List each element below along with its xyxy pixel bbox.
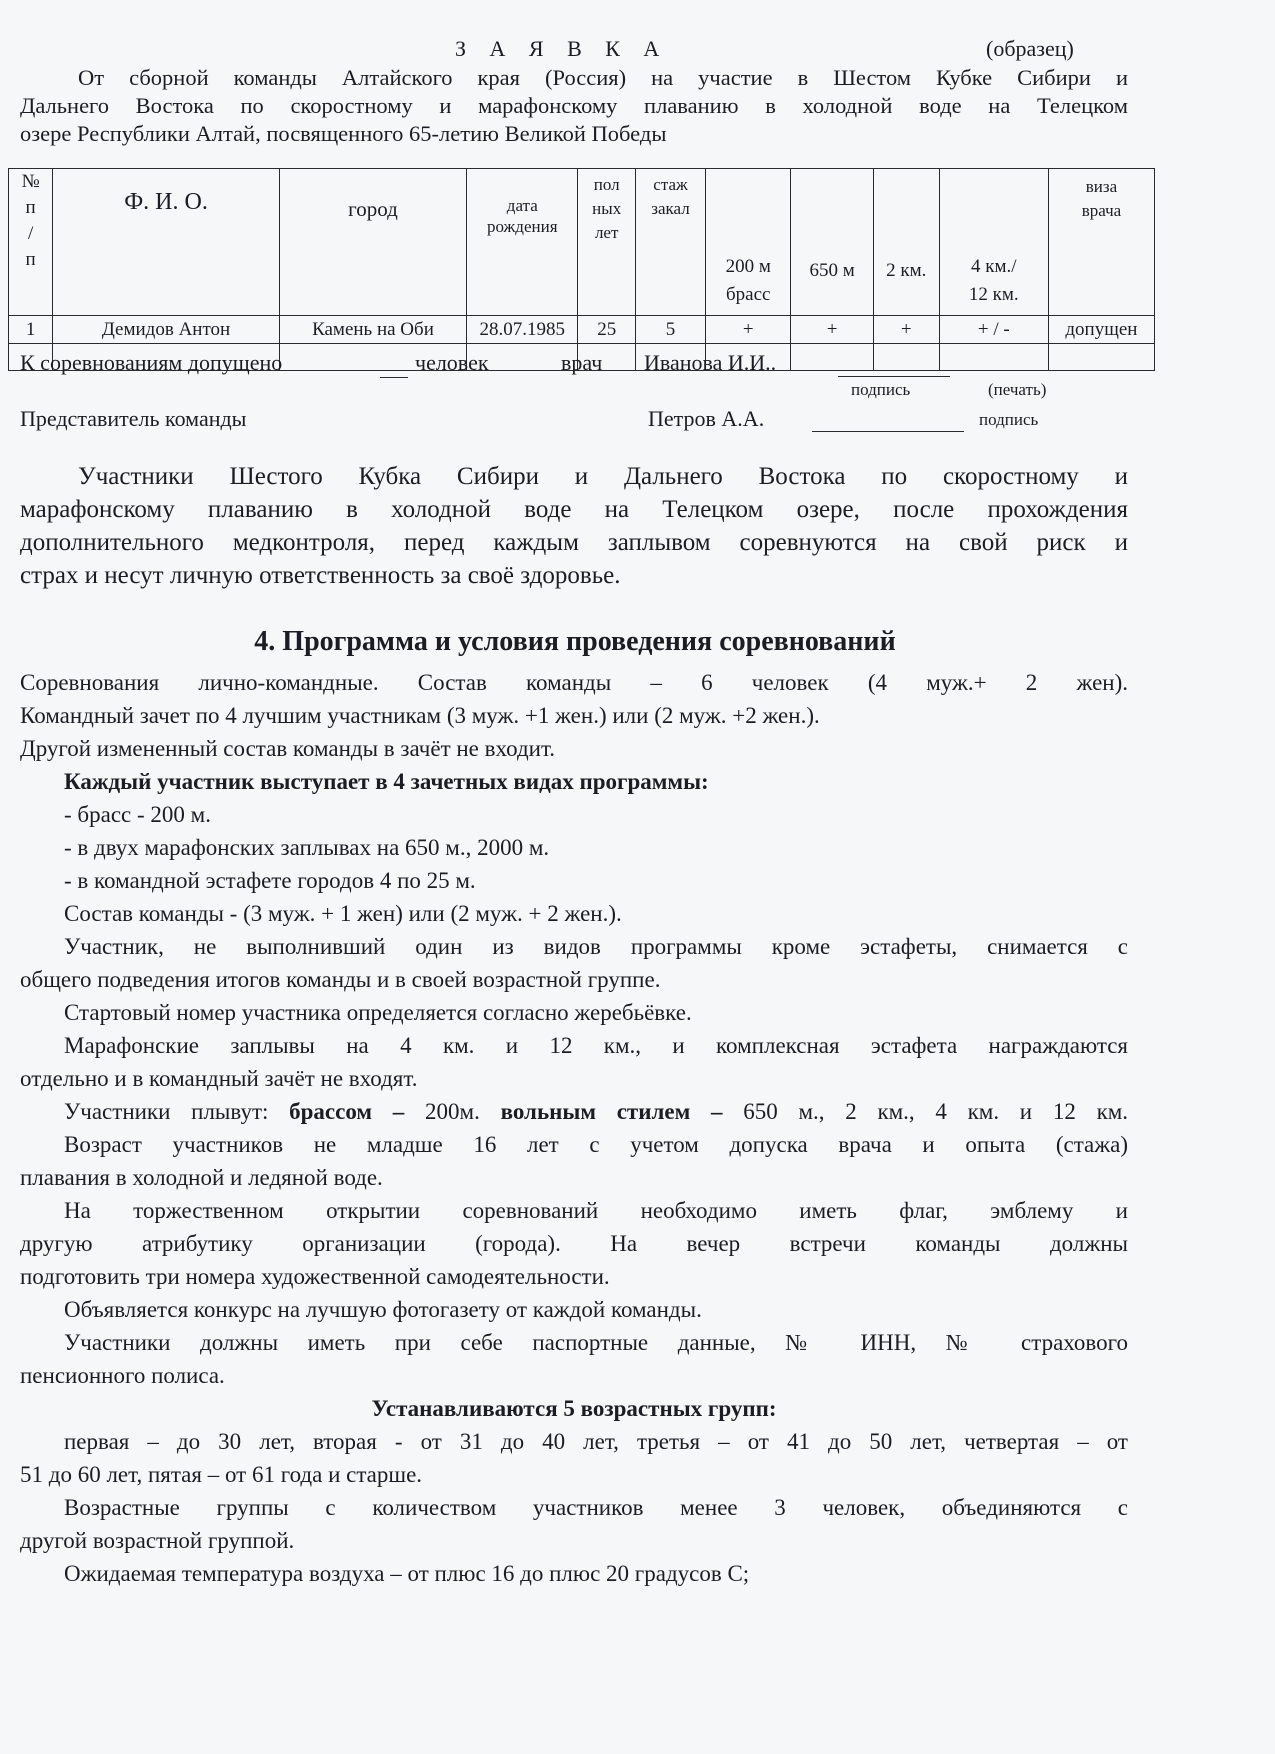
header-age: пол ных лет bbox=[578, 169, 636, 316]
header-city: город bbox=[279, 169, 466, 316]
doctor-name: Иванова И.И.. bbox=[644, 350, 777, 375]
representative-label: Представитель команды bbox=[20, 406, 247, 431]
application-intro bbox=[20, 64, 1128, 148]
groups-heading: Устанавливаются 5 возрастных групп: bbox=[371, 1396, 777, 1421]
application-table bbox=[8, 168, 1155, 371]
sample-label: (образец) bbox=[986, 36, 1074, 61]
document-title: З А Я В К А bbox=[455, 36, 669, 61]
events-heading: Каждый участник выступает в 4 зачетных видах программы: bbox=[64, 769, 709, 794]
table-header-row bbox=[9, 169, 1155, 316]
participants-note: Участники Шестого Кубка Сибири и Дальнего Востока по скоростному и марафонскому плаванию в холодной воде на Телецком озере, после прохождения дополнительного медконтроля, перед каждым заплывом соревнуются на свой риск и страх и несут личную ответственность за своё здоровье. bbox=[20, 463, 1128, 589]
strokes-line: Участники плывут: брассом – 200м. вольным стилем – 650 м., 2 км., 4 км. и 12 км. bbox=[64, 1099, 1129, 1124]
header-experience: стаж закал bbox=[636, 169, 706, 316]
cell-birth: 28.07.1985 bbox=[467, 316, 578, 344]
intro-line: озере Республики Алтай, посвященного 65-летию Великой Победы bbox=[20, 121, 667, 146]
cell-200m: + bbox=[706, 316, 791, 344]
people-label: человек bbox=[415, 350, 489, 375]
representative-name: Петров А.А. bbox=[648, 406, 765, 431]
header-num: № п / п bbox=[9, 169, 53, 316]
cell-experience: 5 bbox=[636, 316, 706, 344]
cell-650m: + bbox=[791, 316, 873, 344]
header-650m: 650 м bbox=[791, 169, 873, 316]
section-program: Соревнования лично-командные. Состав команды – 6 человек (4 муж.+ 2 жен). Командный зачет по 4 лучшим участникам (3 муж. +1 жен.) или (2 муж. +2 жен.). Другой измененный состав команды в зачёт не входит. Каждый участник выступает в 4 зачетных видах программы: - брасс - 200 м. - в двух марафонских заплывах на 650 м., 2000 м. - в командной эстафете городов 4 по 25 м. Состав команды - (3 муж. + 1 жен) или (2 муж. + 2 жен.). Участник, не выполнивший один из видов программы кроме эстафеты, снимается с общего подведения итогов команды и в своей возрастной группе. Стартовый номер участника определяется согласно жеребьёвке. Марафонские заплывы на 4 км. и 12 км., и комплексная эстафета награждаются отдельно и в командный зачёт не входят. Участники плывут: брассом – 200м. вольным стилем – 650 м., 2 км., 4 км. и 12 км. Возраст участников не младше 16 лет с учетом допуска врача и опыта (стажа) плавания в холодной и ледяной воде. На торжественном открытии соревнований необходимо иметь флаг, эмблему и другую атрибутику организации (города). На вечер встречи команды должны подготовить три номера художественной самодеятельности. Объявляется конкурс на лучшую фотогазету от каждой команды. Участники должны иметь при себе паспортные данные, № ИНН, № страхового пенсионного полиса. Устанавливаются 5 возрастных групп: первая – до 30 лет, вторая - от 31 до 40 лет, третья – от 41 до 50 лет, четвертая – от 51 до 60 лет, пятая – от 61 года и старше. Возрастные группы с количеством участников менее 3 человек, объединяются с другой возрастной группой. Ожидаемая температура воздуха – от плюс 16 до плюс 20 градусов С; bbox=[20, 670, 1129, 1586]
cell-fio: Демидов Антон bbox=[53, 316, 280, 344]
header-200m: 200 м брасс bbox=[706, 169, 791, 316]
doctor-label: врач bbox=[561, 350, 603, 375]
section-heading: 4. Программа и условия проведения соревнований bbox=[254, 626, 896, 657]
intro-line: От сборной команды Алтайского края (Россия) на участие в Шестом Кубке Сибири и bbox=[78, 65, 1128, 90]
header-2km: 2 км. bbox=[873, 169, 939, 316]
header-4km: 4 км./ 12 км. bbox=[939, 169, 1048, 316]
signature-caption-2: подпись bbox=[979, 410, 1039, 429]
cell-2km: + bbox=[873, 316, 939, 344]
header-fio: Ф. И. О. bbox=[53, 169, 280, 316]
cell-age: 25 bbox=[578, 316, 636, 344]
admitted-count-line bbox=[380, 377, 408, 378]
table-row bbox=[9, 316, 1155, 344]
stamp-caption: (печать) bbox=[988, 380, 1047, 399]
admitted-label: К соревнованиям допущено bbox=[20, 350, 283, 375]
representative-signature-line bbox=[812, 431, 964, 432]
cell-4km: + / - bbox=[939, 316, 1048, 344]
signature-caption: подпись bbox=[851, 380, 911, 399]
cell-doctor-visa: допущен bbox=[1048, 316, 1154, 344]
header-birth: дата рождения bbox=[467, 169, 578, 316]
cell-num: 1 bbox=[9, 316, 53, 344]
intro-line: Дальнего Востока по скоростному и марафонскому плаванию в холодной воде на Телецком bbox=[20, 93, 1128, 118]
cell-city: Камень на Оби bbox=[279, 316, 466, 344]
header-doctor-visa: виза врача bbox=[1048, 169, 1154, 316]
doctor-signature-line bbox=[838, 376, 950, 377]
